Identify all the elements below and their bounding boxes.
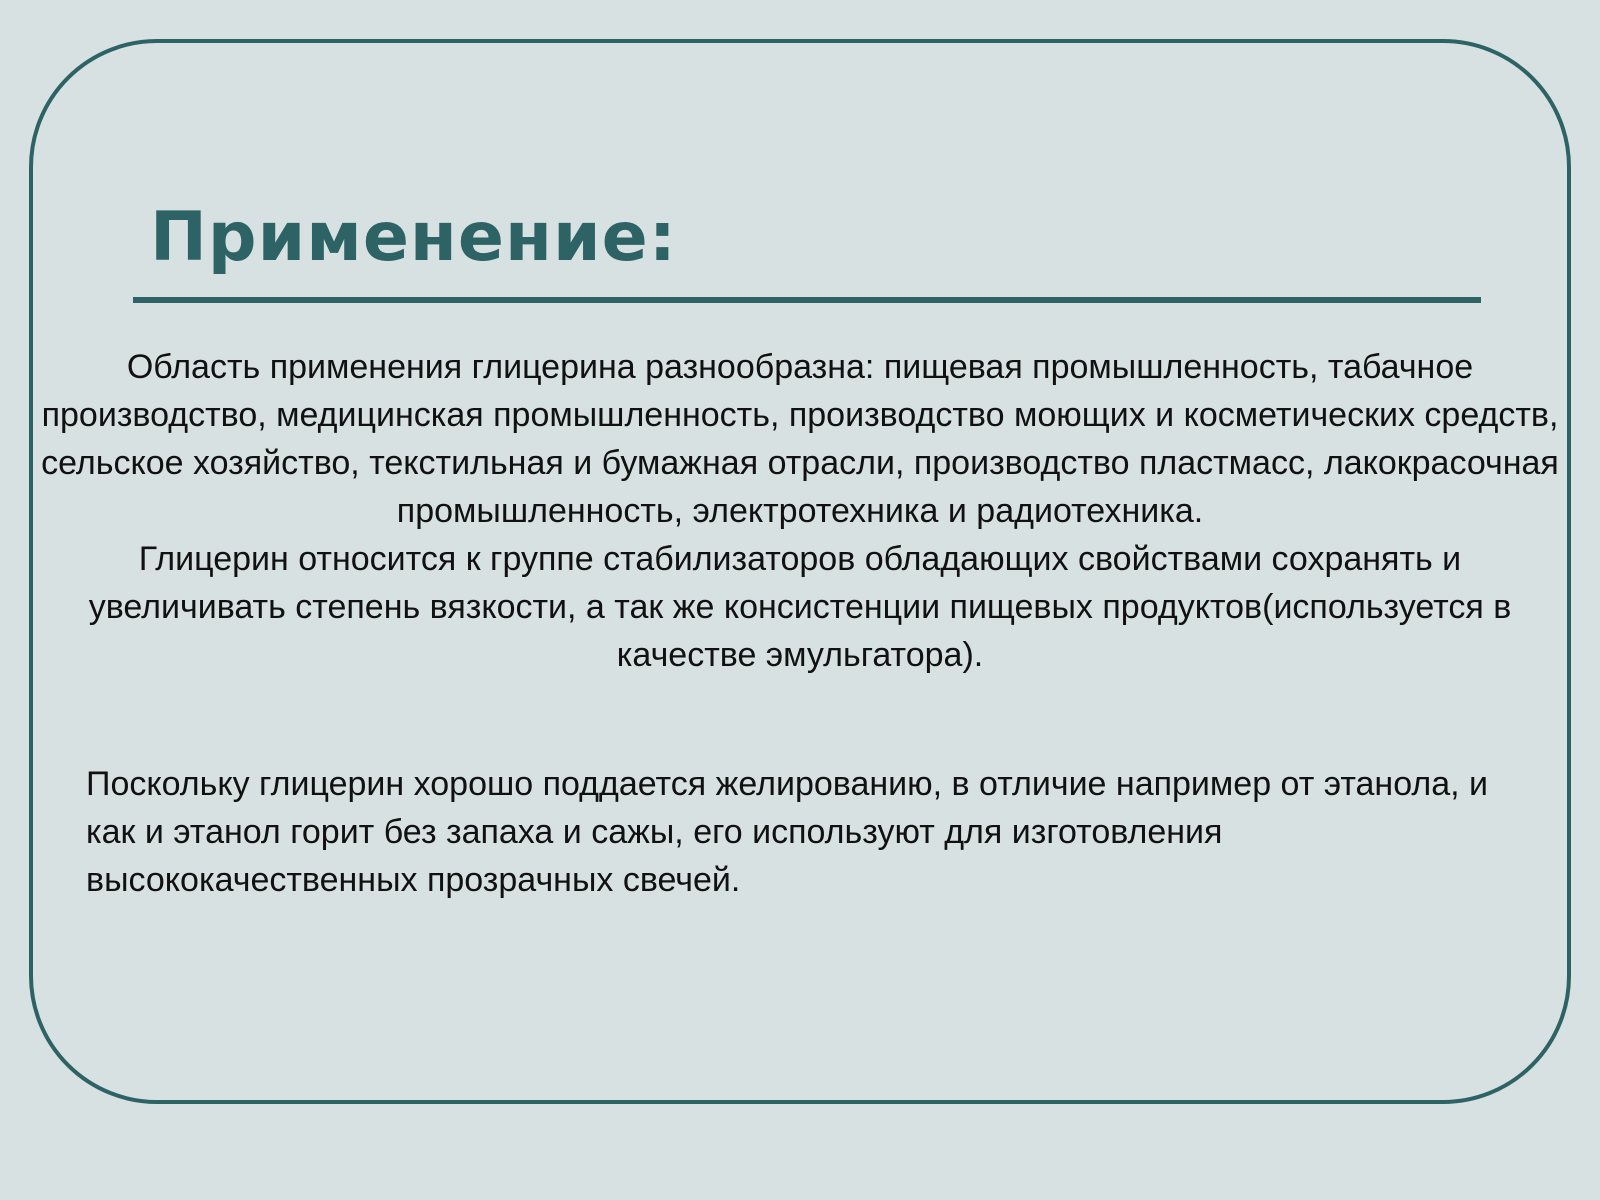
paragraph-candles: Поскольку глицерин хорошо поддается желированию, в отличие например от этанола, и как и этанол горит без запаха и сажы, его используют для изготовления высококачественных прозрачных свечей. (86, 765, 1489, 899)
title-underline (133, 297, 1481, 303)
paragraph-stabilizer: Глицерин относится к группе стабилизаторов обладающих свойствами сохранять и увеличивать степень вязкости, а так же консистенции пищевых продуктов(используется в качестве эмульгатора). (88, 540, 1512, 674)
paragraph-applications: Область применения глицерина разнообразна: пищевая промышленность, табачное производство, медицинская промышленность, производство моющих и косметических средств, сельское хозяйство, текстильная и бумажная отрасли, производство пластмасс, лакокрасочная промышленность, электротехника и радиотехника. (41, 348, 1559, 530)
slide-title: Применение: (150, 198, 677, 277)
slide-body-centered (40, 343, 1560, 679)
